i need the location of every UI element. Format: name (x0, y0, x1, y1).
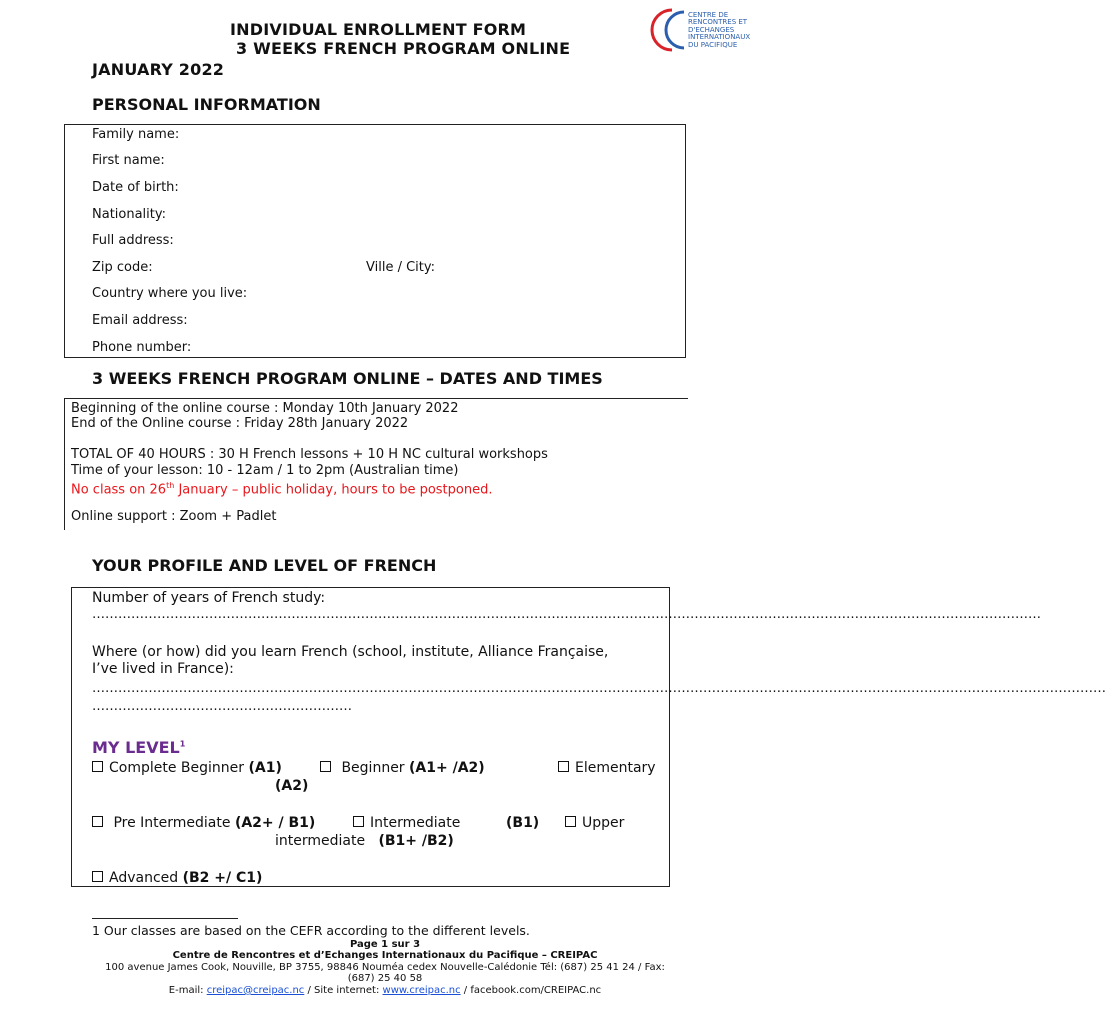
form-title: INDIVIDUAL ENROLLMENT FORM (230, 20, 527, 39)
years-study-field[interactable]: ………………………………………………………………………………………………………………………………………………………………………………………………… (92, 607, 1041, 622)
form-subtitle: 3 WEEKS FRENCH PROGRAM ONLINE (236, 39, 571, 58)
website-link[interactable]: www.creipac.nc (382, 985, 461, 996)
creipac-logo (646, 6, 756, 54)
phone-label: Phone number: (92, 340, 192, 355)
country-label: Country where you live: (92, 286, 248, 301)
lesson-time: Time of your lesson: 10 - 12am / 1 to 2pm (Australian time) (71, 463, 459, 478)
address-label: Full address: (92, 233, 174, 248)
checkbox-icon[interactable] (92, 871, 103, 882)
level-pre-intermediate[interactable]: Pre Intermediate (A2+ / B1) (92, 815, 315, 831)
dates-heading: 3 WEEKS FRENCH PROGRAM ONLINE – DATES AND TIMES (92, 369, 603, 388)
form-date: JANUARY 2022 (92, 60, 225, 79)
city-label: Ville / City: (366, 260, 435, 275)
personal-info-heading: PERSONAL INFORMATION (92, 95, 321, 114)
level-intermediate[interactable]: Intermediate (353, 815, 460, 831)
email-link[interactable]: creipac@creipac.nc (206, 985, 305, 996)
footer-address-2: (687) 25 40 58 (347, 973, 423, 984)
years-study-label: Number of years of French study: (92, 590, 326, 606)
level-beginner[interactable]: Beginner (A1+ /A2) (320, 760, 485, 776)
level-complete-beginner[interactable]: Complete Beginner (A1) (92, 760, 282, 776)
checkbox-icon[interactable] (320, 761, 331, 772)
where-learn-label: Where (or how) did you learn French (school, institute, Alliance Française, (92, 644, 609, 660)
level-advanced[interactable]: Advanced (B2 +/ C1) (92, 870, 262, 886)
footnote-rule (92, 918, 238, 919)
footnote: 1 Our classes are based on the CEFR according to the different levels. (92, 923, 530, 938)
family-name-label: Family name: (92, 127, 180, 142)
first-name-label: First name: (92, 153, 165, 168)
level-upper-intermediate[interactable]: Upper (565, 815, 624, 831)
email-label: Email address: (92, 313, 188, 328)
footer-org: Centre de Rencontres et d’Echanges Internationaux du Pacifique – CREIPAC (172, 950, 598, 961)
level-intermediate-code: (B1) (506, 815, 540, 831)
course-begin: Beginning of the online course : Monday 10th January 2022 (71, 401, 459, 416)
where-learn-label-2: I’ve lived in France): (92, 661, 234, 677)
footer-address: 100 avenue James Cook, Nouville, BP 3755, 98846 Nouméa cedex Nouvelle-Calédonie Tél: (687) 25 41 24 / Fax: (105, 962, 665, 973)
profile-heading: YOUR PROFILE AND LEVEL OF FRENCH (92, 556, 437, 575)
checkbox-icon[interactable] (565, 816, 576, 827)
footer-contact: E-mail: creipac@creipac.nc / Site internet: www.creipac.nc / facebook.com/CREIPAC.nc (168, 985, 602, 996)
no-class-notice: No class on 26th January – public holiday, hours to be postponed. (71, 481, 493, 498)
logo-text: CENTRE DE RENCONTRES ET D'ECHANGES INTERNATIONAUX DU PACIFIQUE (688, 11, 751, 49)
where-learn-field[interactable]: ……………………………………………………………………………………………………………………………………………………………………………………………………………… (92, 681, 1106, 696)
page-number: Page 1 sur 3 (349, 939, 421, 950)
my-level-heading: MY LEVEL$^1$ (92, 738, 186, 757)
checkbox-icon[interactable] (92, 816, 103, 827)
online-support: Online support : Zoom + Padlet (71, 509, 277, 524)
zip-label: Zip code: (92, 260, 153, 275)
level-upper-intermediate-line2: intermediate (B1+ /B2) (275, 833, 454, 849)
checkbox-icon[interactable] (353, 816, 364, 827)
nationality-label: Nationality: (92, 207, 167, 222)
level-elementary-code: (A2) (275, 778, 309, 794)
checkbox-icon[interactable] (558, 761, 569, 772)
dob-label: Date of birth: (92, 180, 179, 195)
total-hours: TOTAL OF 40 HOURS : 30 H French lessons + 10 H NC cultural workshops (71, 447, 548, 462)
course-end: End of the Online course : Friday 28th January 2022 (71, 416, 409, 431)
where-learn-field-2[interactable]: …………………………………………………… (92, 699, 352, 714)
dates-left-rule (64, 398, 65, 530)
dates-top-rule (64, 398, 688, 399)
level-elementary[interactable]: Elementary (558, 760, 656, 776)
checkbox-icon[interactable] (92, 761, 103, 772)
